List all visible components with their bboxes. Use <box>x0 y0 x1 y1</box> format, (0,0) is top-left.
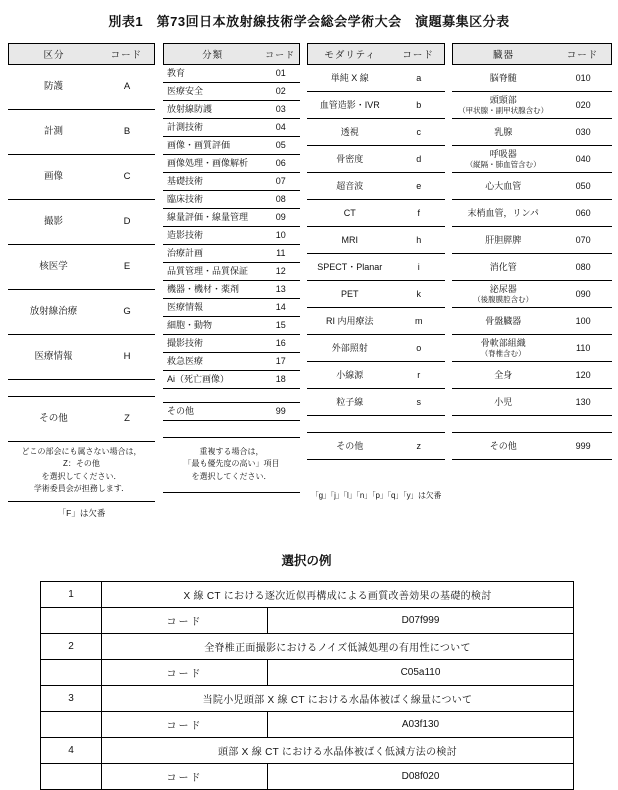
row-code: B <box>123 125 131 137</box>
row-label-main: 脳脊髄 <box>489 72 517 83</box>
table-row <box>8 397 155 442</box>
row-code: d <box>416 153 422 164</box>
row-label: SPECT・Planar <box>317 261 383 272</box>
row-code: 05 <box>275 140 286 151</box>
row-label: 小線源 <box>336 369 364 380</box>
row-label: 教育 <box>167 68 186 79</box>
row-label-sub: （縦隔・肺血管含む） <box>465 159 541 169</box>
example-code-value: D07f999 <box>268 608 574 634</box>
row-code: 09 <box>275 212 286 223</box>
row-label-main: 消化管 <box>489 261 517 272</box>
footnote-line: 「最も優先度の高い」項目 <box>183 459 280 469</box>
row-label <box>452 262 554 272</box>
table-row <box>163 173 300 191</box>
footnote-line: を選択してください． <box>41 471 122 481</box>
row-code: 020 <box>575 99 591 110</box>
row-code: s <box>416 396 422 407</box>
example-code-row <box>41 608 574 634</box>
category-footnote <box>8 442 155 502</box>
table-row <box>8 245 155 290</box>
row-code: b <box>416 99 422 110</box>
row-label <box>452 95 554 114</box>
table-row <box>307 65 445 92</box>
page-title: 別表1 第73回日本放射線技術学会総会学術大会 演題募集区分表 <box>108 14 510 29</box>
row-label: その他 <box>336 440 364 451</box>
example-title: 全脊椎正面撮影におけるノイズ低減処理の有用性について <box>102 634 574 660</box>
table-row <box>307 227 445 254</box>
row-label: 透視 <box>340 126 359 137</box>
row-code: a <box>416 72 422 83</box>
row-label <box>452 181 554 191</box>
row-label: 単純 X 線 <box>330 72 369 83</box>
table-row <box>8 110 155 155</box>
row-code: 130 <box>575 396 591 407</box>
row-label-main: 全身 <box>494 369 513 380</box>
category-header-label: 区分 <box>43 50 65 61</box>
table-row <box>163 403 300 421</box>
modality-table-header <box>307 43 445 65</box>
row-code: 010 <box>575 72 591 83</box>
table-row <box>163 65 300 83</box>
row-label: 臨床技術 <box>167 194 204 205</box>
row-label-main: 骨盤臓器 <box>485 315 522 326</box>
row-code: 17 <box>275 356 286 367</box>
row-code: 100 <box>575 315 591 326</box>
row-code: A <box>123 80 131 92</box>
row-code: i <box>417 261 420 272</box>
example-title: 頭部 X 線 CT における水晶体被ばく低減方法の検討 <box>102 738 574 764</box>
example-code-label: コード <box>102 712 268 738</box>
row-label: 放射線治療 <box>29 305 78 317</box>
table-row <box>307 119 445 146</box>
table-row <box>452 433 612 460</box>
table-row <box>163 389 300 403</box>
table-row <box>163 371 300 389</box>
row-code: 120 <box>575 369 591 380</box>
examples-table <box>40 581 574 790</box>
row-code: z <box>416 440 422 451</box>
row-label: 撮影技術 <box>167 338 204 349</box>
example-item <box>41 738 574 790</box>
row-label: MRI <box>341 234 359 245</box>
row-label-sub: （脊椎含む） <box>480 348 526 358</box>
row-label: 医療情報 <box>167 302 204 313</box>
row-code: c <box>416 126 422 137</box>
row-label-main: 乳腺 <box>494 126 513 137</box>
table-row <box>163 191 300 209</box>
table-row <box>452 92 612 119</box>
example-code-value: C05a110 <box>268 660 574 686</box>
row-label: Ai（死亡画像） <box>167 374 230 385</box>
row-code: C <box>123 170 131 182</box>
modality-header-code: コード <box>402 50 434 61</box>
table-row <box>452 200 612 227</box>
row-label: 骨密度 <box>336 153 364 164</box>
row-label-main: その他 <box>489 440 517 451</box>
row-label: 計測技術 <box>167 122 204 133</box>
organ-table <box>452 43 612 460</box>
row-label: 防護 <box>44 80 64 92</box>
row-code: k <box>416 288 422 299</box>
row-code: 11 <box>276 248 286 259</box>
table-row <box>452 227 612 254</box>
row-label <box>452 284 554 303</box>
row-label: 細胞・動物 <box>167 320 213 331</box>
row-label-main: 泌尿器 <box>489 284 517 295</box>
row-code: 080 <box>575 261 591 272</box>
example-title-row <box>41 634 574 660</box>
row-code: 14 <box>275 302 286 313</box>
footnote-line: を選択してください． <box>191 471 272 481</box>
row-label: 線量評価・線量管理 <box>167 212 249 223</box>
table-row <box>163 137 300 155</box>
row-code: 08 <box>275 194 286 205</box>
row-label: 粒子線 <box>336 396 364 407</box>
row-code: 030 <box>575 126 591 137</box>
table-row <box>307 433 445 460</box>
example-number: 4 <box>41 738 102 764</box>
classification-header-code: コード <box>265 49 296 60</box>
row-label: 放射線防護 <box>167 104 213 115</box>
table-row <box>307 389 445 416</box>
category-table <box>8 43 155 519</box>
example-title-row <box>41 582 574 608</box>
row-code: 07 <box>275 176 286 187</box>
row-label: その他 <box>167 406 195 417</box>
table-row <box>307 200 445 227</box>
example-title: X 線 CT における逐次近似再構成による画質改善効果の基礎的検討 <box>102 582 574 608</box>
row-code: 06 <box>275 158 286 169</box>
table-row <box>163 227 300 245</box>
row-label <box>452 235 554 245</box>
row-label: 救急医療 <box>167 356 204 367</box>
table-row <box>8 155 155 200</box>
row-code: D <box>123 215 131 227</box>
row-label: 血管造影・IVR <box>319 99 380 110</box>
row-code: 13 <box>275 284 286 295</box>
row-label <box>452 208 554 218</box>
row-label <box>452 73 554 83</box>
classification-header-label: 分類 <box>202 50 224 61</box>
footnote-line: どこの部会にも属さない場合は， <box>21 447 142 456</box>
table-row <box>307 254 445 281</box>
row-code: o <box>416 342 422 353</box>
row-label: 画像処理・画像解析 <box>167 158 249 169</box>
table-row <box>163 209 300 227</box>
row-label <box>452 441 554 451</box>
example-code-label: コード <box>102 764 268 790</box>
row-code: Z <box>124 412 130 424</box>
table-row <box>452 389 612 416</box>
organ-table-body <box>452 65 612 460</box>
row-label: 画像・画質評価 <box>167 140 231 151</box>
footnote-line: 重複する場合は， <box>199 447 264 456</box>
table-row <box>452 254 612 281</box>
example-code-label: コード <box>102 608 268 634</box>
category-table-header <box>8 43 155 65</box>
example-code-value: A03f130 <box>268 712 574 738</box>
row-code: 040 <box>575 153 591 164</box>
row-code: 10 <box>275 230 286 241</box>
table-row <box>163 119 300 137</box>
table-row <box>8 335 155 380</box>
row-label <box>452 316 554 326</box>
category-table-body <box>8 65 155 442</box>
table-row <box>307 308 445 335</box>
table-row <box>163 317 300 335</box>
row-label <box>452 338 554 357</box>
table-row <box>8 65 155 110</box>
row-label: 核医学 <box>39 260 68 272</box>
row-label: 機器・機材・薬剤 <box>167 284 240 295</box>
example-number-empty-cell <box>41 608 102 634</box>
footnote-line: 学術委員会が担務します． <box>33 484 130 494</box>
example-code-row <box>41 712 574 738</box>
row-code: 12 <box>275 266 286 277</box>
table-row <box>452 146 612 173</box>
missing-code-note-f: 「F」は欠番 <box>57 507 106 518</box>
example-code-value: D08f020 <box>268 764 574 790</box>
row-label <box>452 370 554 380</box>
organ-header-label: 臓器 <box>493 50 515 61</box>
row-label: 計測 <box>44 125 64 137</box>
row-label-sub: （後腹膜腔含む） <box>473 294 534 304</box>
row-code: H <box>123 350 131 362</box>
table-row <box>163 83 300 101</box>
row-code: 18 <box>275 374 286 385</box>
modality-header-label: モダリティ <box>324 50 376 61</box>
row-label-main: 小児 <box>494 396 513 407</box>
row-label <box>452 397 554 407</box>
row-code: 110 <box>576 342 591 353</box>
example-title-row <box>41 686 574 712</box>
row-label-main: 呼吸器 <box>489 149 517 160</box>
classification-table-header <box>163 43 300 65</box>
example-item <box>41 582 574 634</box>
row-label: 超音波 <box>336 180 364 191</box>
footnote-line: Z：その他 <box>63 459 100 469</box>
example-item <box>41 686 574 738</box>
row-code: f <box>417 207 421 218</box>
table-row <box>452 119 612 146</box>
table-row <box>8 200 155 245</box>
table-row <box>307 92 445 119</box>
example-item <box>41 634 574 686</box>
table-row <box>163 155 300 173</box>
row-label: 品質管理・品質保証 <box>167 266 249 277</box>
table-row <box>8 380 155 397</box>
row-label: 撮影 <box>44 215 64 227</box>
table-row <box>163 101 300 119</box>
row-label: RI 内用療法 <box>326 315 374 326</box>
example-number: 3 <box>41 686 102 712</box>
row-label: 医療情報 <box>34 350 73 362</box>
row-code: 16 <box>275 338 286 349</box>
row-code: 060 <box>575 207 591 218</box>
row-label-main: 肝胆膵脾 <box>485 234 522 245</box>
table-row <box>452 362 612 389</box>
row-code: 03 <box>275 104 286 115</box>
row-code: e <box>416 180 422 191</box>
modality-table <box>307 43 445 501</box>
row-label-main: 心大血管 <box>485 180 522 191</box>
row-label: 外部照射 <box>331 342 368 353</box>
example-code-row <box>41 660 574 686</box>
tables-row <box>8 43 612 519</box>
table-row <box>8 290 155 335</box>
table-row <box>452 173 612 200</box>
row-label: 造影技術 <box>167 230 204 241</box>
row-code: 02 <box>275 86 286 97</box>
organ-table-header <box>452 43 612 65</box>
row-code: r <box>417 369 421 380</box>
table-row <box>452 416 612 433</box>
row-label-sub: （甲状腺・副甲状腺含む） <box>458 105 549 115</box>
table-row <box>307 416 445 433</box>
row-label: PET <box>341 288 359 299</box>
row-code: 050 <box>575 180 591 191</box>
missing-code-note-g: 「g」「j」「l」「n」「p」「q」「y」は欠番 <box>310 491 442 500</box>
row-label: 画像 <box>44 170 64 182</box>
row-code: E <box>123 260 131 272</box>
classification-table-body <box>163 65 300 421</box>
organ-header-code: コード <box>566 50 599 61</box>
row-code: 070 <box>575 234 591 245</box>
table-row <box>452 308 612 335</box>
example-code-row <box>41 764 574 790</box>
table-row <box>163 263 300 281</box>
row-code: 15 <box>275 320 286 331</box>
row-label <box>452 149 554 168</box>
classification-footnote <box>163 437 300 493</box>
example-number: 1 <box>41 582 102 608</box>
table-row <box>163 299 300 317</box>
row-label: 治療計画 <box>167 248 204 259</box>
classification-table <box>163 43 300 493</box>
table-row <box>452 65 612 92</box>
row-label: 医療安全 <box>167 86 204 97</box>
row-label-main: 末梢血管，リンパ <box>467 207 539 218</box>
category-header-code: コード <box>110 50 143 61</box>
table-row <box>163 353 300 371</box>
table-row <box>307 281 445 308</box>
row-label: CT <box>343 207 356 218</box>
table-row <box>452 281 612 308</box>
row-code: 99 <box>275 406 286 417</box>
table-row <box>452 335 612 362</box>
example-title-row <box>41 738 574 764</box>
example-title: 当院小児頭部 X 線 CT における水晶体被ばく線量について <box>102 686 574 712</box>
row-label-main: 骨軟部組織 <box>480 338 526 349</box>
row-code: h <box>416 234 422 245</box>
table-row <box>307 173 445 200</box>
row-label: その他 <box>39 412 68 424</box>
table-row <box>307 362 445 389</box>
example-number-empty-cell <box>41 764 102 790</box>
table-row <box>163 245 300 263</box>
row-code: 04 <box>275 122 286 133</box>
row-code: 090 <box>575 288 591 299</box>
row-code: 01 <box>275 68 286 79</box>
modality-table-body <box>307 65 445 460</box>
table-row <box>307 146 445 173</box>
row-code: G <box>123 305 131 317</box>
example-code-label: コード <box>102 660 268 686</box>
table-row <box>163 281 300 299</box>
table-row <box>307 335 445 362</box>
row-code: m <box>415 315 423 326</box>
table-row <box>163 335 300 353</box>
example-number-empty-cell <box>41 712 102 738</box>
row-label <box>452 127 554 137</box>
example-number: 2 <box>41 634 102 660</box>
examples-title: 選択の例 <box>281 553 332 568</box>
row-label-main: 頭頸部 <box>489 95 517 106</box>
example-number-empty-cell <box>41 660 102 686</box>
row-label: 基礎技術 <box>167 176 204 187</box>
row-code: 999 <box>575 440 591 451</box>
